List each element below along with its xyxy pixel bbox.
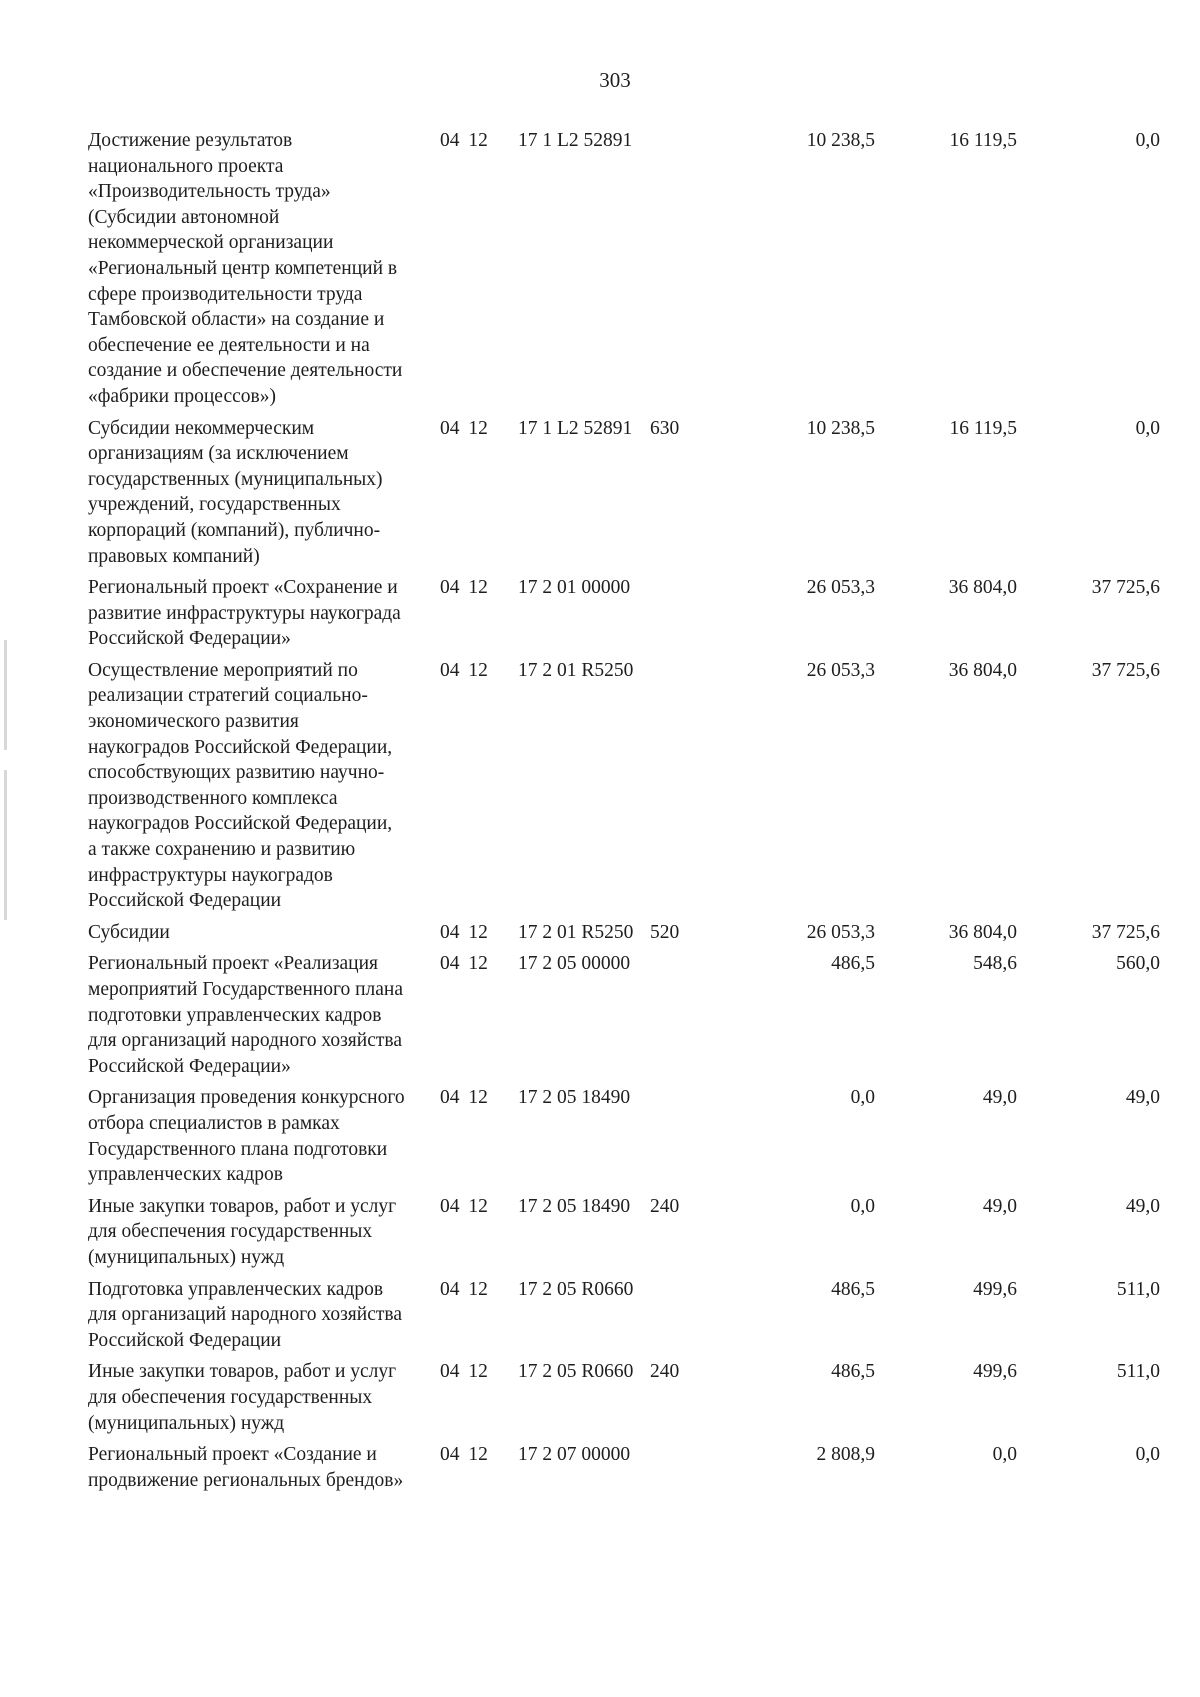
row-amount-year-3: 37 725,6	[1091, 659, 1160, 681]
row-section-code: 04 12	[440, 1087, 488, 1109]
row-name: Осуществление мероприятий по реализации стратегий социально- экономического развития наукоградов Российской Федерации, способствующих развитию научно- производственного комплекса наукоградов Российской Федерации, а также сохранению и развитию инфраструктуры наукоградов Российской Федерации	[88, 659, 393, 912]
row-amount-year-1: 0,0	[850, 1195, 875, 1217]
row-amount-year-1: 26 053,3	[806, 921, 875, 943]
row-name: Организация проведения конкурсного отбора специалистов в рамках Государственного плана подготовки управленческих кадров	[88, 1087, 405, 1186]
row-amount-year-1: 2 808,9	[816, 1444, 875, 1466]
row-target-article: 17 2 05 18490	[518, 1195, 631, 1217]
row-name: Иные закупки товаров, работ и услуг для обеспечения государственных (муниципальных) нужд	[88, 1195, 397, 1268]
row-amount-year-3: 511,0	[1116, 1361, 1160, 1383]
row-name: Достижение результатов национального проекта «Производительность труда» (Субсидии автономной некоммерческой организации «Региональный центр компетенций в сфере производительности труда Тамбовской области» на создание и обеспечение ее деятельности и на создание и обеспечение деятельности «фабрики процессов»)	[88, 130, 403, 407]
row-section-code: 04 12	[440, 1278, 488, 1300]
row-target-article: 17 2 05 00000	[518, 953, 631, 975]
row-amount-year-2: 548,6	[973, 953, 1017, 975]
row-amount-year-2: 16 119,5	[949, 130, 1017, 151]
scan-artifact	[4, 770, 7, 920]
row-section-code: 04 12	[440, 1195, 488, 1217]
row-section-code: 04 12	[440, 659, 488, 681]
row-amount-year-2: 499,6	[973, 1278, 1017, 1300]
row-expense-type: 240	[650, 1361, 680, 1383]
row-target-article: 17 2 01 R5250	[518, 921, 634, 943]
table-row	[88, 1359, 1178, 1436]
row-section-code: 04 12	[440, 921, 488, 943]
row-amount-year-2: 36 804,0	[948, 659, 1017, 681]
row-section-code: 04 12	[440, 953, 488, 975]
row-name: Иные закупки товаров, работ и услуг для обеспечения государственных (муниципальных) нужд	[88, 1361, 397, 1434]
row-amount-year-1: 486,5	[831, 1278, 875, 1300]
row-amount-year-2: 499,6	[973, 1361, 1017, 1383]
row-name: Региональный проект «Создание и продвижение региональных брендов»	[88, 1444, 404, 1491]
table-row	[88, 416, 1178, 570]
row-amount-year-1: 10 238,5	[806, 130, 875, 151]
row-amount-year-2: 36 804,0	[948, 577, 1017, 599]
row-section-code: 04 12	[440, 130, 488, 151]
table-row	[88, 1194, 1178, 1271]
row-name: Региональный проект «Сохранение и развитие инфраструктуры наукограда Российской Федерации»	[88, 577, 401, 650]
row-expense-type: 630	[650, 417, 680, 439]
table-row	[88, 920, 1178, 946]
row-amount-year-1: 0,0	[850, 1087, 875, 1109]
table-row	[88, 951, 1178, 1079]
row-amount-year-1: 486,5	[831, 1361, 875, 1383]
budget-table	[88, 128, 1178, 1499]
row-section-code: 04 12	[440, 417, 488, 439]
row-name: Подготовка управленческих кадров для организаций народного хозяйства Российской Федерации	[88, 1278, 402, 1351]
row-target-article: 17 1 L2 52891	[518, 417, 633, 439]
row-amount-year-3: 49,0	[1125, 1195, 1160, 1217]
row-target-article: 17 2 05 R0660	[518, 1278, 634, 1300]
row-target-article: 17 2 01 R5250	[518, 659, 634, 681]
row-expense-type: 520	[650, 921, 680, 943]
row-amount-year-2: 16 119,5	[949, 417, 1017, 439]
table-row	[88, 1085, 1178, 1187]
row-amount-year-3: 0,0	[1135, 130, 1160, 151]
row-name: Субсидии некоммерческим организациям (за исключением государственных (муниципальных) учреждений, государственных корпораций (компаний), публично- правовых компаний)	[88, 417, 383, 567]
scan-artifact	[4, 640, 7, 750]
row-target-article: 17 1 L2 52891	[518, 130, 633, 151]
row-amount-year-3: 37 725,6	[1091, 921, 1160, 943]
row-amount-year-2: 36 804,0	[948, 921, 1017, 943]
row-amount-year-3: 560,0	[1116, 953, 1160, 975]
page-number: 303	[599, 68, 631, 92]
table-row	[88, 128, 1178, 410]
row-amount-year-3: 0,0	[1135, 1444, 1160, 1466]
table-row	[88, 1277, 1178, 1354]
row-target-article: 17 2 05 18490	[518, 1087, 631, 1109]
row-amount-year-2: 0,0	[992, 1444, 1017, 1466]
row-name: Субсидии	[88, 921, 170, 943]
row-amount-year-3: 49,0	[1125, 1087, 1160, 1109]
row-amount-year-1: 10 238,5	[806, 417, 875, 439]
row-amount-year-2: 49,0	[982, 1087, 1017, 1109]
row-target-article: 17 2 07 00000	[518, 1444, 631, 1466]
table-row	[88, 658, 1178, 914]
row-target-article: 17 2 01 00000	[518, 577, 631, 599]
row-amount-year-3: 511,0	[1116, 1278, 1160, 1300]
row-section-code: 04 12	[440, 1361, 488, 1383]
row-amount-year-1: 26 053,3	[806, 659, 875, 681]
table-row	[88, 1442, 1178, 1493]
row-amount-year-1: 26 053,3	[806, 577, 875, 599]
table-row	[88, 575, 1178, 652]
row-expense-type: 240	[650, 1195, 680, 1217]
row-section-code: 04 12	[440, 1444, 488, 1466]
row-name: Региональный проект «Реализация мероприятий Государственного плана подготовки управленческих кадров для организаций народного хозяйства Российской Федерации»	[88, 953, 403, 1077]
row-amount-year-2: 49,0	[982, 1195, 1017, 1217]
row-amount-year-1: 486,5	[831, 953, 875, 975]
row-target-article: 17 2 05 R0660	[518, 1361, 634, 1383]
row-section-code: 04 12	[440, 577, 488, 599]
row-amount-year-3: 0,0	[1135, 417, 1160, 439]
row-amount-year-3: 37 725,6	[1091, 577, 1160, 599]
